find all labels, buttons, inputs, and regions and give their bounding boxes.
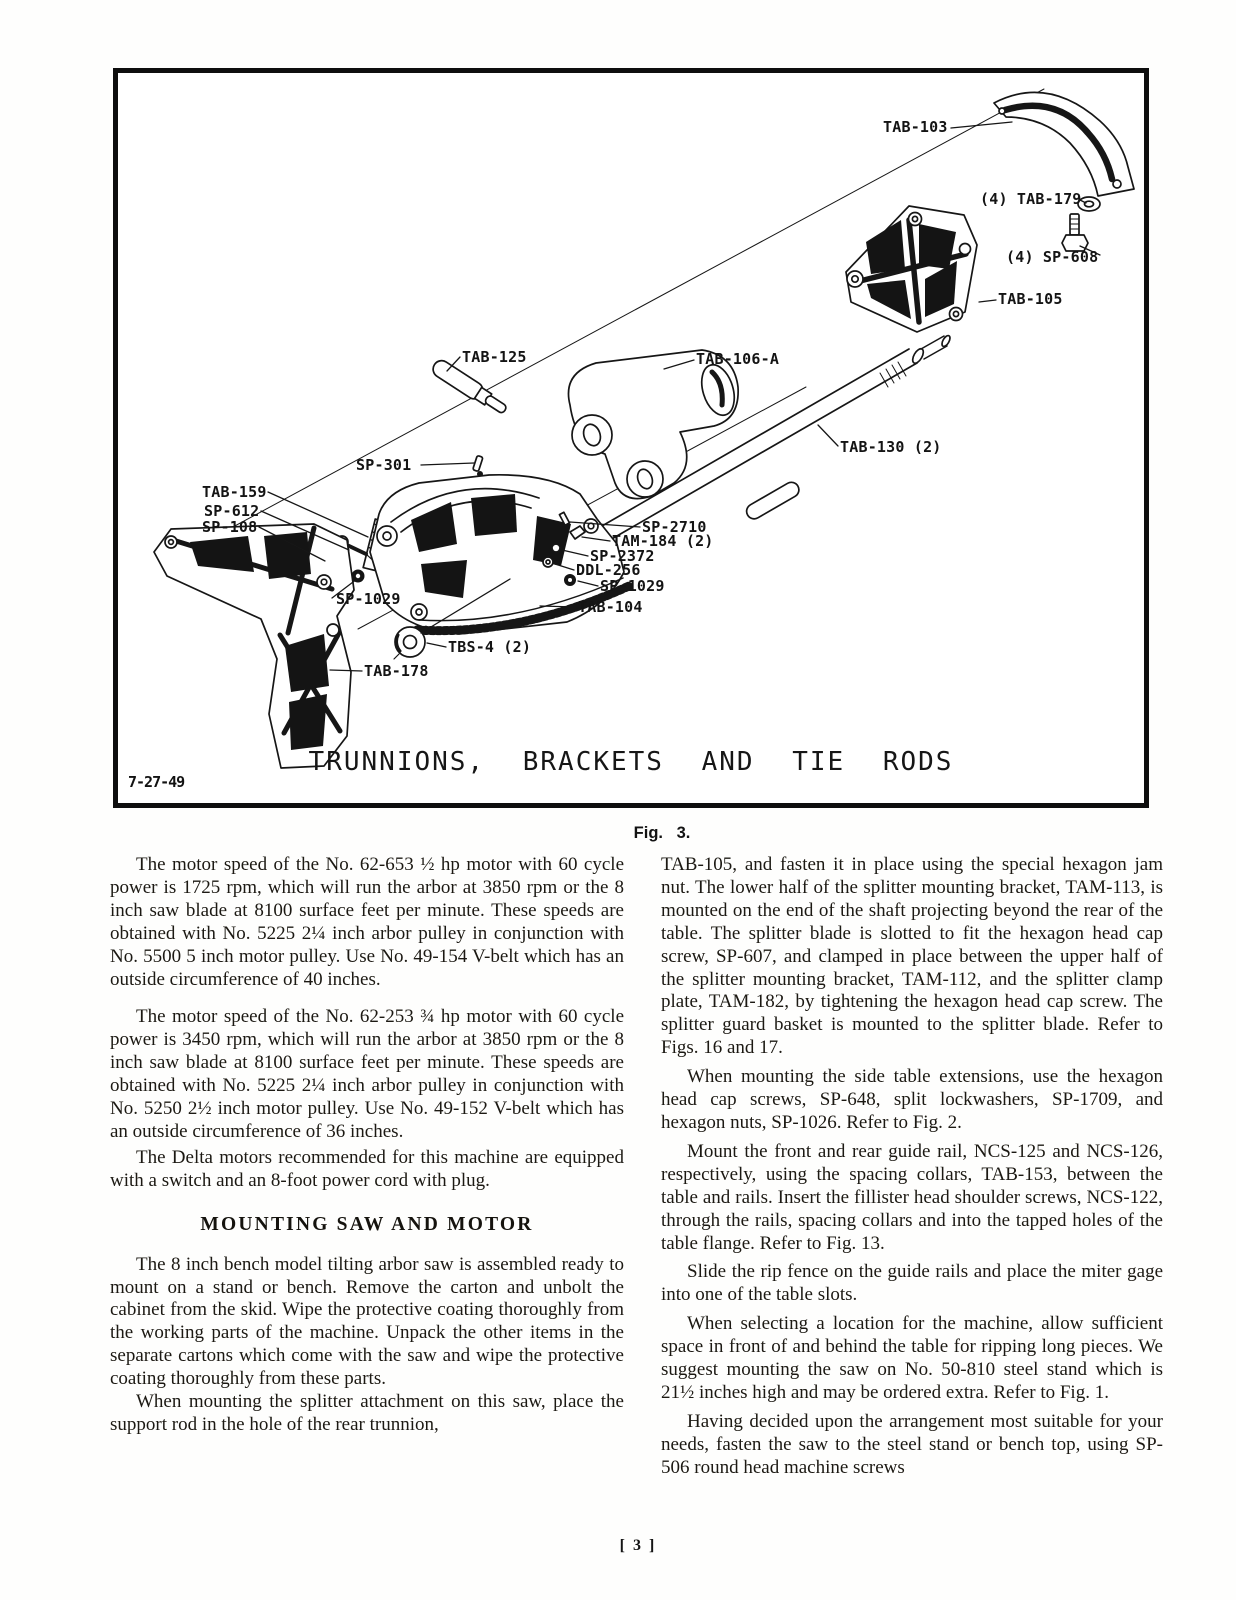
- paragraph-assembly: The 8 inch bench model tilting arbor saw is assembled ready to mount on a stand or bench. Remove the carton and unbolt the cabinet from the skid. Wipe the protective coating thoroughly from the working parts of the machine. Unpack the other items in the separate cartons which come with the saw and wipe the protective coating thoroughly from these parts.: [110, 1253, 624, 1390]
- part-label-tab-159: TAB-159: [202, 483, 267, 501]
- paragraph-splitter-start: When mounting the splitter attachment on this saw, place the support rod in the hole of the rear trunnion,: [110, 1391, 624, 1435]
- figure-3-panel: [113, 68, 1149, 808]
- paragraph-fasten-stand: Having decided upon the arrangement most suitable for your needs, fasten the saw to the steel stand or bench top, using SP-506 round head machine screws: [661, 1410, 1163, 1478]
- paragraph-location: When selecting a location for the machine, allow sufficient space in front of and behind the table for ripping long pieces. We suggest mounting the saw on No. 50-810 steel stand which is 21½ inches high and may be ordered extra. Refer to Fig. 1.: [661, 1313, 1163, 1403]
- part-label-sp-608: (4) SP-608: [1006, 248, 1099, 266]
- exploded-parts-diagram: [118, 73, 1144, 803]
- part-tab-105: [846, 206, 977, 332]
- paragraph-motor-62-253: The motor speed of the No. 62-253 ¾ hp motor with 60 cycle power is 3450 rpm, which will run the arbor at 3850 rpm or the 8 inch saw blade at 8100 surface feet per minute. These speeds are obtained with No. 5225 2¼ inch arbor pulley in conjunction with No. 5250 2½ inch motor pulley. Use No. 49-152 V-belt which has an outside circumference of 36 inches.: [110, 1006, 624, 1142]
- part-label-sp-1029-left: SP-1029: [336, 590, 401, 608]
- page-number: [ 3 ]: [619, 1537, 657, 1554]
- part-label-tab-105: TAB-105: [998, 290, 1063, 308]
- paragraph-splitter-cont: TAB-105, and fasten it in place using the special hexagon jam nut. The lower half of the splitter mounting bracket, TAM-113, is mounted on the end of the shaft projecting beyond the rear of the table. The splitter blade is slotted to fit the hexagon head cap screw, SP-607, and clamped in place between the upper half of the splitter mounting bracket, TAM-112, and the splitter clamp plate, TAM-182, by tightening the hexagon head cap screw. The splitter guard basket is mounted to the splitter blade. Refer to Figs. 16 and 17.: [661, 854, 1163, 1059]
- part-label-tab-103: TAB-103: [883, 118, 948, 136]
- paragraph-motor-62-653: The motor speed of the No. 62-653 ½ hp motor with 60 cycle power is 1725 rpm, which will run the arbor at 3850 rpm or the 8 inch saw blade at 8100 surface feet per minute. These speeds are obtained with No. 5225 2¼ inch arbor pulley in conjunction with No. 5500 5 inch motor pulley. Use No. 49-154 V-belt which has an outside circumference of 40 inches.: [110, 854, 624, 990]
- part-label-tab-125: TAB-125: [462, 348, 527, 366]
- part-label-ddl-256: DDL-256: [576, 561, 641, 579]
- left-column: [110, 854, 624, 1437]
- paragraph-delta-motors: The Delta motors recommended for this machine are equipped with a switch and an 8-foot power cord with plug.: [110, 1146, 624, 1191]
- part-tab-103: [994, 92, 1134, 196]
- figure-caption: Fig. 3.: [633, 824, 691, 842]
- part-label-sp-612: SP-612: [204, 502, 260, 520]
- part-label-tab-130: TAB-130 (2): [840, 438, 942, 456]
- part-label-sp-2372: SP-2372: [590, 547, 655, 565]
- paragraph-side-tables: When mounting the side table extensions, use the hexagon head cap screws, SP-648, split lockwashers, SP-1709, and hexagon nuts, SP-1026. Refer to Fig. 2.: [661, 1066, 1163, 1133]
- part-label-tab-178: TAB-178: [364, 662, 429, 680]
- right-column: [661, 854, 1163, 1480]
- figure-title: TRUNNIONS, BRACKETS AND TIE RODS: [308, 747, 954, 777]
- part-label-sp-108: SP-108: [202, 518, 258, 536]
- part-tbs-4: [394, 626, 426, 659]
- section-heading-mounting: MOUNTING SAW AND MOTOR: [200, 1213, 534, 1235]
- part-label-tab-106-a: TAB-106-A: [696, 350, 780, 368]
- figure-date: 7-27-49: [128, 773, 185, 791]
- part-tab-106-a: [568, 350, 739, 499]
- part-label-tbs-4: TBS-4 (2): [448, 638, 532, 656]
- part-label-tab-104: TAB-104: [578, 598, 643, 616]
- paragraph-rip-fence: Slide the rip fence on the guide rails and place the miter gage into one of the table slots.: [661, 1261, 1163, 1306]
- part-label-tam-184: TAM-184 (2): [612, 532, 714, 550]
- part-label-sp-1029-right: SP-1029: [600, 577, 665, 595]
- part-sp-301: [473, 455, 483, 477]
- part-tab-125: [430, 357, 510, 417]
- part-label-tab-179: (4) TAB-179: [980, 190, 1082, 208]
- paragraph-guide-rails: Mount the front and rear guide rail, NCS-125 and NCS-126, respectively, using the spacing collars, TAB-153, between the table and rails. Insert the fillister head shoulder screws, NCS-122, through the rails, spacing collars and into the tapped holes of the table flange. Refer to Fig. 13.: [661, 1140, 1163, 1254]
- part-sp-608: [1062, 214, 1088, 251]
- part-label-sp-2710: SP-2710: [642, 518, 707, 536]
- part-label-sp-301: SP-301: [356, 456, 412, 474]
